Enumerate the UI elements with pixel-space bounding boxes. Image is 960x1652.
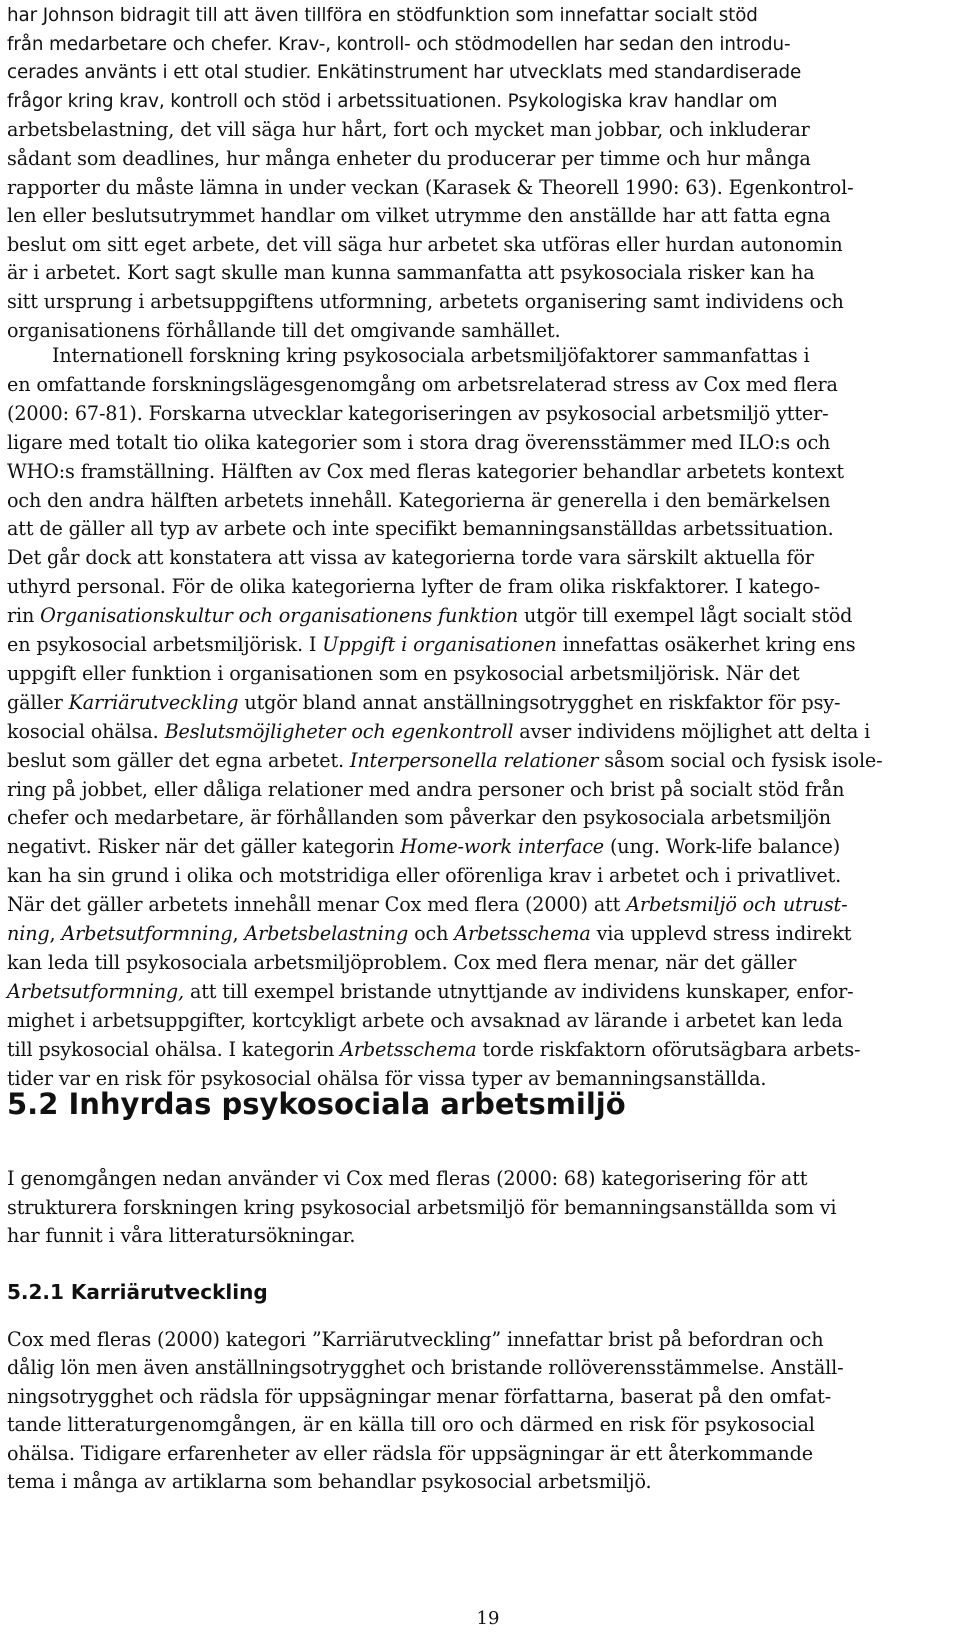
text-span: såsom social och fysisk isole-	[598, 748, 883, 772]
text-line: tande litteraturgenomgången, är en källa till oro och därmed en risk för psykosocial	[7, 1413, 815, 1437]
text-line	[7, 890, 847, 919]
text-line	[7, 688, 840, 717]
text-line: Det går dock att konstatera att vissa av kategorierna torde vara särskilt aktuella för	[7, 546, 814, 570]
text-line: tider var en risk för psykosocial ohälsa för vissa typer av bemanningsanställda.	[7, 1066, 767, 1090]
text-span: gäller	[7, 690, 69, 714]
text-line: har funnit i våra litteratursökningar.	[7, 1224, 356, 1247]
text-span: till psykosocial ohälsa. I kategorin	[7, 1037, 341, 1061]
text-line: uthyrd personal. För de olika kategorierna lyfter de fram olika riskfaktorer. I katego-	[7, 575, 820, 599]
text-line: sitt ursprung i arbetsuppgiftens utformning, arbetets organisering samt individens och	[7, 290, 844, 313]
text-line	[7, 919, 851, 948]
text-line: arbetsbelastning, det vill säga hur hårt, fort och mycket man jobbar, och inkluderar	[7, 118, 810, 142]
text-line: är i arbetet. Kort sagt skulle man kunna sammanfatta att psykosociala risker kan ha	[7, 261, 815, 285]
text-span: ,	[232, 922, 245, 945]
text-span: negativt. Risker när det gäller kategorin	[7, 835, 401, 859]
text-line: beslut om sitt eget arbete, det vill säga hur arbetet ska utföras eller hurdan autonomin	[7, 232, 843, 256]
text-span: torde riskfaktorn oförutsägbara arbets-	[476, 1037, 861, 1061]
italic-term: Interpersonella relationer	[349, 748, 599, 772]
italic-term: Arbetsbelastning	[244, 922, 409, 945]
italic-term: Arbetsutformning,	[7, 979, 184, 1003]
text-span: rin	[7, 604, 41, 628]
text-span: (ung. Work-life balance)	[604, 835, 841, 859]
text-line: Internationell forskning kring psykosociala arbetsmiljöfaktorer sammanfattas i	[52, 344, 810, 367]
text-line: organisationens förhållande till det omgivande samhället.	[7, 318, 561, 342]
italic-term: Arbetsschema	[340, 1037, 477, 1061]
italic-term: Home-work interface	[400, 835, 605, 859]
text-span: När det gäller arbetets innehåll menar Cox med flera (2000) att	[7, 893, 627, 917]
text-line: och den andra hälften arbetets innehåll. Kategorierna är generella i den bemärkelsen	[7, 488, 831, 512]
page-number: 19	[476, 1608, 500, 1629]
text-line	[7, 977, 853, 1006]
section-heading-5-2: 5.2 Inhyrdas psykosociala arbetsmiljö	[7, 1087, 626, 1121]
text-line: ring på jobbet, eller dåliga relationer med andra personer och brist på socialt stöd från	[7, 777, 845, 801]
text-line: tema i många av artiklarna som behandlar psykosocial arbetsmiljö.	[7, 1470, 652, 1493]
italic-term: Arbetsutformning	[61, 922, 233, 945]
text-line: I genomgången nedan använder vi Cox med fleras (2000: 68) kategorisering för att	[7, 1167, 808, 1190]
text-span: via upplevd stress indirekt	[590, 922, 852, 945]
text-line: att de gäller all typ av arbete och inte specifikt bemanningsanställdas arbetssituation.	[7, 517, 834, 541]
text-span: och	[408, 922, 455, 945]
text-span: en psykosocial arbetsmiljörisk. I	[7, 633, 323, 656]
text-span: innefattas osäkerhet kring ens	[556, 633, 856, 656]
text-line: från medarbetare och chefer. Krav-, kontroll- och stödmodellen har sedan den introdu-	[7, 33, 791, 55]
text-line: har Johnson bidragit till att även tillföra en stödfunktion som innefattar socialt stöd	[7, 5, 758, 26]
text-line: WHO:s framställning. Hälften av Cox med fleras kategorier behandlar arbetets kontext	[7, 459, 844, 483]
text-line: kan leda till psykosociala arbetsmiljöproblem. Cox med flera menar, när det gäller	[7, 950, 797, 974]
text-line: (2000: 67-81). Forskarna utvecklar kategoriseringen av psykosocial arbetsmiljö ytter-	[7, 401, 829, 425]
text-span: utgör bland annat anställningsotrygghet en riskfaktor för psy-	[238, 690, 841, 714]
text-line	[7, 832, 840, 861]
text-line: sådant som deadlines, hur många enheter du producerar per timme och hur många	[7, 147, 811, 170]
italic-term: Beslutsmöjligheter och egenkontroll	[164, 719, 514, 743]
italic-term: Arbetsschema	[454, 922, 591, 945]
text-line: frågor kring krav, kontroll och stöd i arbetssituationen. Psykologiska krav handlar om	[7, 90, 778, 112]
text-line	[7, 746, 882, 775]
text-line: ningsotrygghet och rädsla för uppsägningar menar författarna, baserat på den omfat-	[7, 1384, 832, 1408]
text-line: len eller beslutsutrymmet handlar om vilket utrymme den anställde har att fatta egna	[7, 204, 831, 228]
text-line: rapporter du måste lämna in under veckan (Karasek & Theorell 1990: 63). Egenkontrol-	[7, 175, 854, 199]
text-line: mighet i arbetsuppgifter, kortcykligt arbete och avsaknad av lärande i arbetet kan leda	[7, 1008, 843, 1032]
italic-term: ning	[7, 922, 50, 945]
text-line: chefer och medarbetare, är förhållanden som påverkar den psykosociala arbetsmiljön	[7, 806, 831, 830]
text-line: dålig lön men även anställningsotrygghet och bristande rollöverensstämmelse. Anställ-	[7, 1356, 844, 1380]
text-line: ligare med totalt tio olika kategorier som i stora drag överensstämmer med ILO:s och	[7, 430, 831, 454]
text-span: beslut som gäller det egna arbetet.	[7, 748, 350, 772]
text-line: uppgift eller funktion i organisationen som en psykosocial arbetsmiljörisk. När det	[7, 661, 800, 685]
text-span: ,	[49, 922, 62, 945]
text-line: cerades använts i ett otal studier. Enkätinstrument har utvecklats med standardiserade	[7, 62, 802, 84]
italic-term: Organisationskultur och organisationens funktion	[40, 604, 519, 628]
text-line: ohälsa. Tidigare erfarenheter av eller rädsla för uppsägningar är ett återkommande	[7, 1441, 813, 1465]
subsection-heading-5-2-1: 5.2.1 Karriärutveckling	[7, 1280, 268, 1304]
text-line: en omfattande forskningslägesgenomgång om arbetsrelaterad stress av Cox med flera	[7, 372, 838, 396]
text-line	[7, 1035, 860, 1064]
text-line	[7, 630, 855, 659]
text-span: avser individens möjlighet att delta i	[513, 719, 871, 743]
text-span: utgör till exempel lågt socialt stöd	[518, 604, 853, 628]
italic-term: Uppgift i organisationen	[322, 633, 557, 656]
text-line	[7, 717, 870, 746]
text-span: kosocial ohälsa.	[7, 719, 165, 743]
text-line: Cox med fleras (2000) kategori ”Karriärutveckling” innefattar brist på befordran och	[7, 1328, 824, 1351]
text-line: kan ha sin grund i olika och motstridiga eller oförenliga krav i arbetet och i privatlivet.	[7, 864, 842, 888]
text-span: att till exempel bristande utnyttjande av individens kunskaper, enfor-	[184, 979, 854, 1003]
italic-term: Karriärutveckling	[68, 690, 239, 714]
text-line: strukturera forskningen kring psykosocial arbetsmiljö för bemanningsanställda som vi	[7, 1195, 837, 1219]
text-line	[7, 601, 852, 630]
italic-term: Arbetsmiljö och utrust-	[626, 893, 848, 917]
